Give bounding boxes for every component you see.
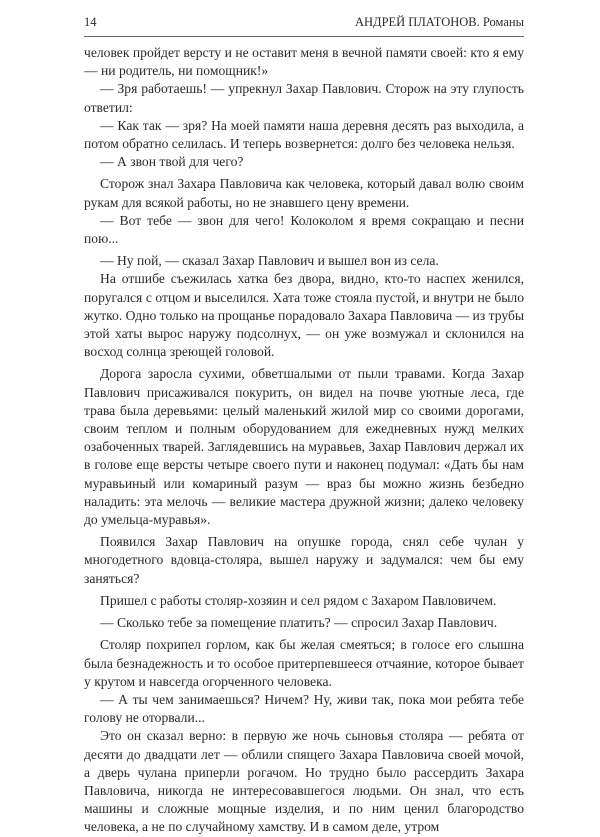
- running-title: АНДРЕЙ ПЛАТОНОВ. Романы: [354, 15, 524, 29]
- paragraph: Сторож знал Захара Павловича как человека, который давал волю своим рукам для всякой работы, но не знавшего цену времени.: [84, 176, 524, 210]
- paragraph: Это он сказал верно: в первую же ночь сыновья столяра — ребята от десяти до двадцати лет — облили спящего Захара Павловича своей мочой, а дверь чулана приперли рогачом. Но трудно было рассердить Захара Павловича, никогда не интересовавшегося людьми. Он знал, что есть машины и сложные мощные изделия, и по ним ценил благородство человека, а не по случайному хамству. И в самом деле, утром: [84, 728, 524, 835]
- paragraph: — А ты чем занимаешься? Ничем? Ну, живи так, пока мои ребята тебе голову не оторвали...: [84, 691, 524, 726]
- page-number: 14: [84, 15, 97, 29]
- body-text: [84, 44, 524, 837]
- paragraph: — Ну пой, — сказал Захар Павлович и вышел вон из села.: [100, 253, 439, 269]
- paragraph: — Как так — зря? На моей памяти наша деревня десять раз выходила, а потом обратно селилась. И теперь возвернется: долго без человека нельзя.: [84, 117, 524, 152]
- paragraph: Столяр похрипел горлом, как бы желая смеяться; в голосе его слышна была безнадежность и то особое притерпевшееся отчаяние, которое бывает у крутом и навсегда огорченного человека.: [84, 637, 524, 689]
- paragraph: — Сколько тебе за помещение платить? — спросил Захар Павлович.: [100, 615, 498, 631]
- paragraph: Появился Захар Павлович на опушке города, снял себе чулан у многодетного вдовца-столяра, вышел наружу и задумался: чем бы ему заняться?: [84, 534, 524, 586]
- paragraph: Дорога заросла сухими, обветшалыми от пыли травами. Когда Захар Павлович присаживался покурить, он видел на почве уютные леса, где трава была деревьями: целый маленький жилой мир со своими дорогами, своим теплом и полным оборудованием для ежедневных нужд мелких озабоченных тварей. Заглядевшись на муравьев, Захар Павлович держал их в голове еще версты четыре своего пути и наконец подумал: «Дать бы нам муравьиный или комариный разум — враз бы можно жизнь безбедно наладить: эта мелочь — великие мастера дружной жизни; далеко человеку до умельца-муравья».: [84, 366, 524, 528]
- paragraph: — Зря работаешь! — упрекнул Захар Павлович. Сторож на эту глупость ответил:: [84, 81, 524, 115]
- paragraph: — Вот тебе — звон для чего! Колоколом я время сокращаю и песни пою...: [84, 212, 524, 247]
- header-rule: [84, 36, 524, 37]
- paragraph: — А звон твой для чего?: [100, 154, 244, 170]
- paragraph: Пришел с работы столяр-хозяин и сел рядом с Захаром Павловичем.: [100, 592, 497, 608]
- paragraph: На отшибе съежилась хатка без двора, видно, кто-то наспех женился, поругался с отцом и выселился. Хата тоже стояла пустой, и внутри не было жутко. Одно только на прощанье порадовало Захара Павловича — из трубы этой хаты вырос наружу подсолнух, — он уже возмужал и склонился на восход солнца зреющей головой.: [84, 271, 524, 360]
- paragraph: человек пройдет версту и не оставит меня в вечной памяти своей: кто я ему — ни родитель, ни помощник!»: [84, 45, 524, 79]
